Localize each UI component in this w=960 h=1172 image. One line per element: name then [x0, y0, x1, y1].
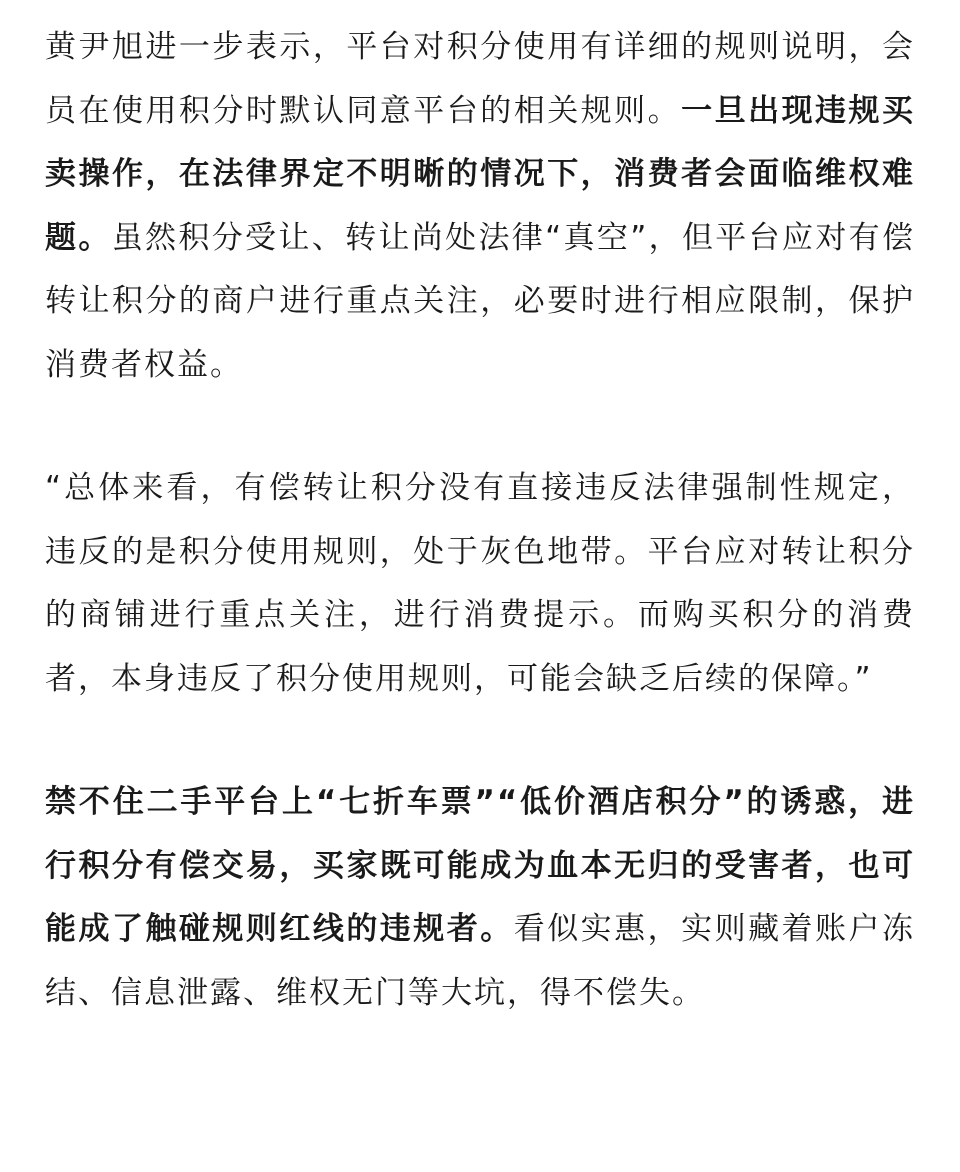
text-segment: 黄尹旭进一步表示，平台对积分使用有详细的规则说明，会员在使用积分时默认同意平台的相关规则。 [45, 29, 915, 129]
quote-text: “总体来看，有偿转让积分没有直接违反法律强制性规定，违反的是积分使用规则，处于灰色地带。平台应对转让积分的商铺进行重点关注，进行消费提示。而购买积分的消费者，本身违反了积分使用规则，可能会缺乏后续的保障。” [45, 470, 915, 697]
text-segment: 看似实惠，实则藏着账户冻结、信息泄露、维权无门等大坑，得不偿失。 [45, 911, 915, 1011]
article-body [45, 0, 915, 1025]
paragraph-quote [45, 457, 915, 711]
bold-text-segment: 禁不住二手平台上“七折车票”“低价酒店积分”的诱惑，进行积分有偿交易，买家既可能成为血本无归的受害者，也可能成了触碰规则红线的违规者。 [45, 784, 915, 947]
paragraph-expert-statement [45, 16, 915, 397]
bold-text-segment: 一旦出现违规买卖操作，在法律界定不明晰的情况下，消费者会面临维权难题。 [45, 92, 916, 256]
paragraph-conclusion [45, 771, 915, 1025]
text-segment: 虽然积分受让、转让尚处法律“真空”，但平台应对有偿转让积分的商户进行重点关注，必要时进行相应限制，保护消费者权益。 [45, 219, 915, 383]
